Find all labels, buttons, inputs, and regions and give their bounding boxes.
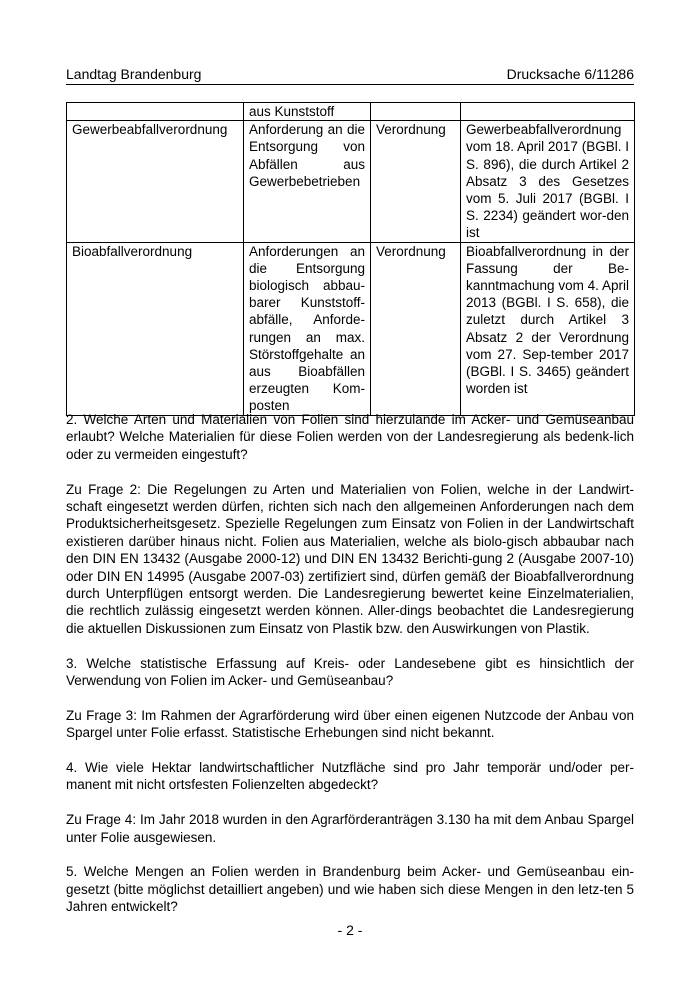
table-cell-subject: aus Kunststoff xyxy=(244,103,371,121)
page-number: - 2 - xyxy=(337,922,363,938)
table-cell-type: Verordnung xyxy=(371,242,461,415)
table-cell-name: Gewerbeabfallverordnung xyxy=(67,121,244,242)
table-cell-source: Gewerbeabfallverordnung vom 18. April 2017 (BGBl. I S. 896), die durch Artikel 2 Absatz 3 des Gesetzes vom 5. Juli 2017 (BGBl. I S. 2234) geändert wor-den ist xyxy=(461,121,635,242)
header-title: Landtag Brandenburg xyxy=(66,66,202,82)
question-4: 4. Wie viele Hektar landwirtschaftlicher Nutzfläche sind pro Jahr temporär und/oder per-manent mit nicht ortsfesten Folienzelten abgedeckt? xyxy=(66,760,634,793)
question-2: 2. Welche Arten und Materialien von Folien sind hierzulande im Acker- und Gemüseanbau erlaubt? Welche Materialien für diese Folien werden von der Landesregierung als bedenk-lich oder zu vermeiden eingestuft? xyxy=(66,412,634,462)
table-cell-source: Bioabfallverordnung in der Fassung der Be-kanntmachung vom 4. April 2013 (BGBl. I S. 658), die zuletzt durch Artikel 3 Absatz 2 der Verordnung vom 27. Sep-tember 2017 (BGBl. I S. 3465) geändert worden ist xyxy=(461,242,635,415)
table-cell-source xyxy=(461,103,635,121)
table-row xyxy=(67,103,635,121)
table-cell-type xyxy=(371,103,461,121)
table-cell-subject: Anforderung an die Entsorgung von Abfällen aus Gewerbebetrieben xyxy=(244,121,371,242)
answer-3: Zu Frage 3: Im Rahmen der Agrarförderung wird über einen eigenen Nutzcode der Anbau von Spargel unter Folie erfasst. Statistische Erhebungen sind nicht bekannt. xyxy=(66,707,634,741)
table-row xyxy=(67,121,635,242)
question-5: 5. Welche Mengen an Folien werden in Brandenburg beim Acker- und Gemüseanbau ein-gesetzt (bitte möglichst detailliert angeben) und wie haben sich diese Mengen in den letz-ten 5 Jahren entwickelt? xyxy=(66,864,634,915)
question-3: 3. Welche statistische Erfassung auf Kreis- oder Landesebene gibt es hinsichtlich der Verwendung von Folien im Acker- und Gemüseanbau? xyxy=(66,655,634,689)
table-cell-subject: Anforderungen an die Entsorgung biologisch abbau-barer Kunststoff-abfälle, Anforde-rungen an max. Störstoffgehalte an aus Bioabfällen erzeugten Kom-posten xyxy=(244,242,371,415)
table-cell-type: Verordnung xyxy=(371,121,461,242)
header-document-number: Drucksache 6/11286 xyxy=(506,66,634,82)
answer-2: Zu Frage 2: Die Regelungen zu Arten und Materialien von Folien, welche in der Landwirt-schaft eingesetzt werden dürfen, richten sich nach den allgemeinen Anforderungen nach dem Produktsicherheitsgesetz. Spezielle Regelungen zum Einsatz von Folien in der Landwirtschaft existieren darüber hinaus nicht. Folien aus Materialien, welche als biolo-gisch abbaubar nach den DIN EN 13432 (Ausgabe 2000-12) und DIN EN 13432 Berichti-gung 2 (Ausgabe 2007-10) oder DIN EN 14995 (Ausgabe 2007-03) zertifiziert sind, dürfen gemäß der Bioabfallverordnung durch Unterpflügen entsorgt werden. Die Landesregierung bewertet keine Einzelmaterialien, die rechtlich zulässig eingesetzt werden können. Aller-dings beobachtet die Landesregierung die aktuellen Diskussionen zum Einsatz von Plastik bzw. den Auswirkungen von Plastik. xyxy=(66,481,634,636)
page-header xyxy=(66,66,634,85)
table-row xyxy=(67,242,635,415)
table-cell-name xyxy=(67,103,244,121)
body-text xyxy=(66,411,634,933)
answer-4: Zu Frage 4: Im Jahr 2018 wurden in den Agrarförderanträgen 3.130 ha mit dem Anbau Spargel unter Folie ausgewiesen. xyxy=(66,812,634,845)
table-cell-name: Bioabfallverordnung xyxy=(67,242,244,415)
regulations-table xyxy=(66,102,635,416)
